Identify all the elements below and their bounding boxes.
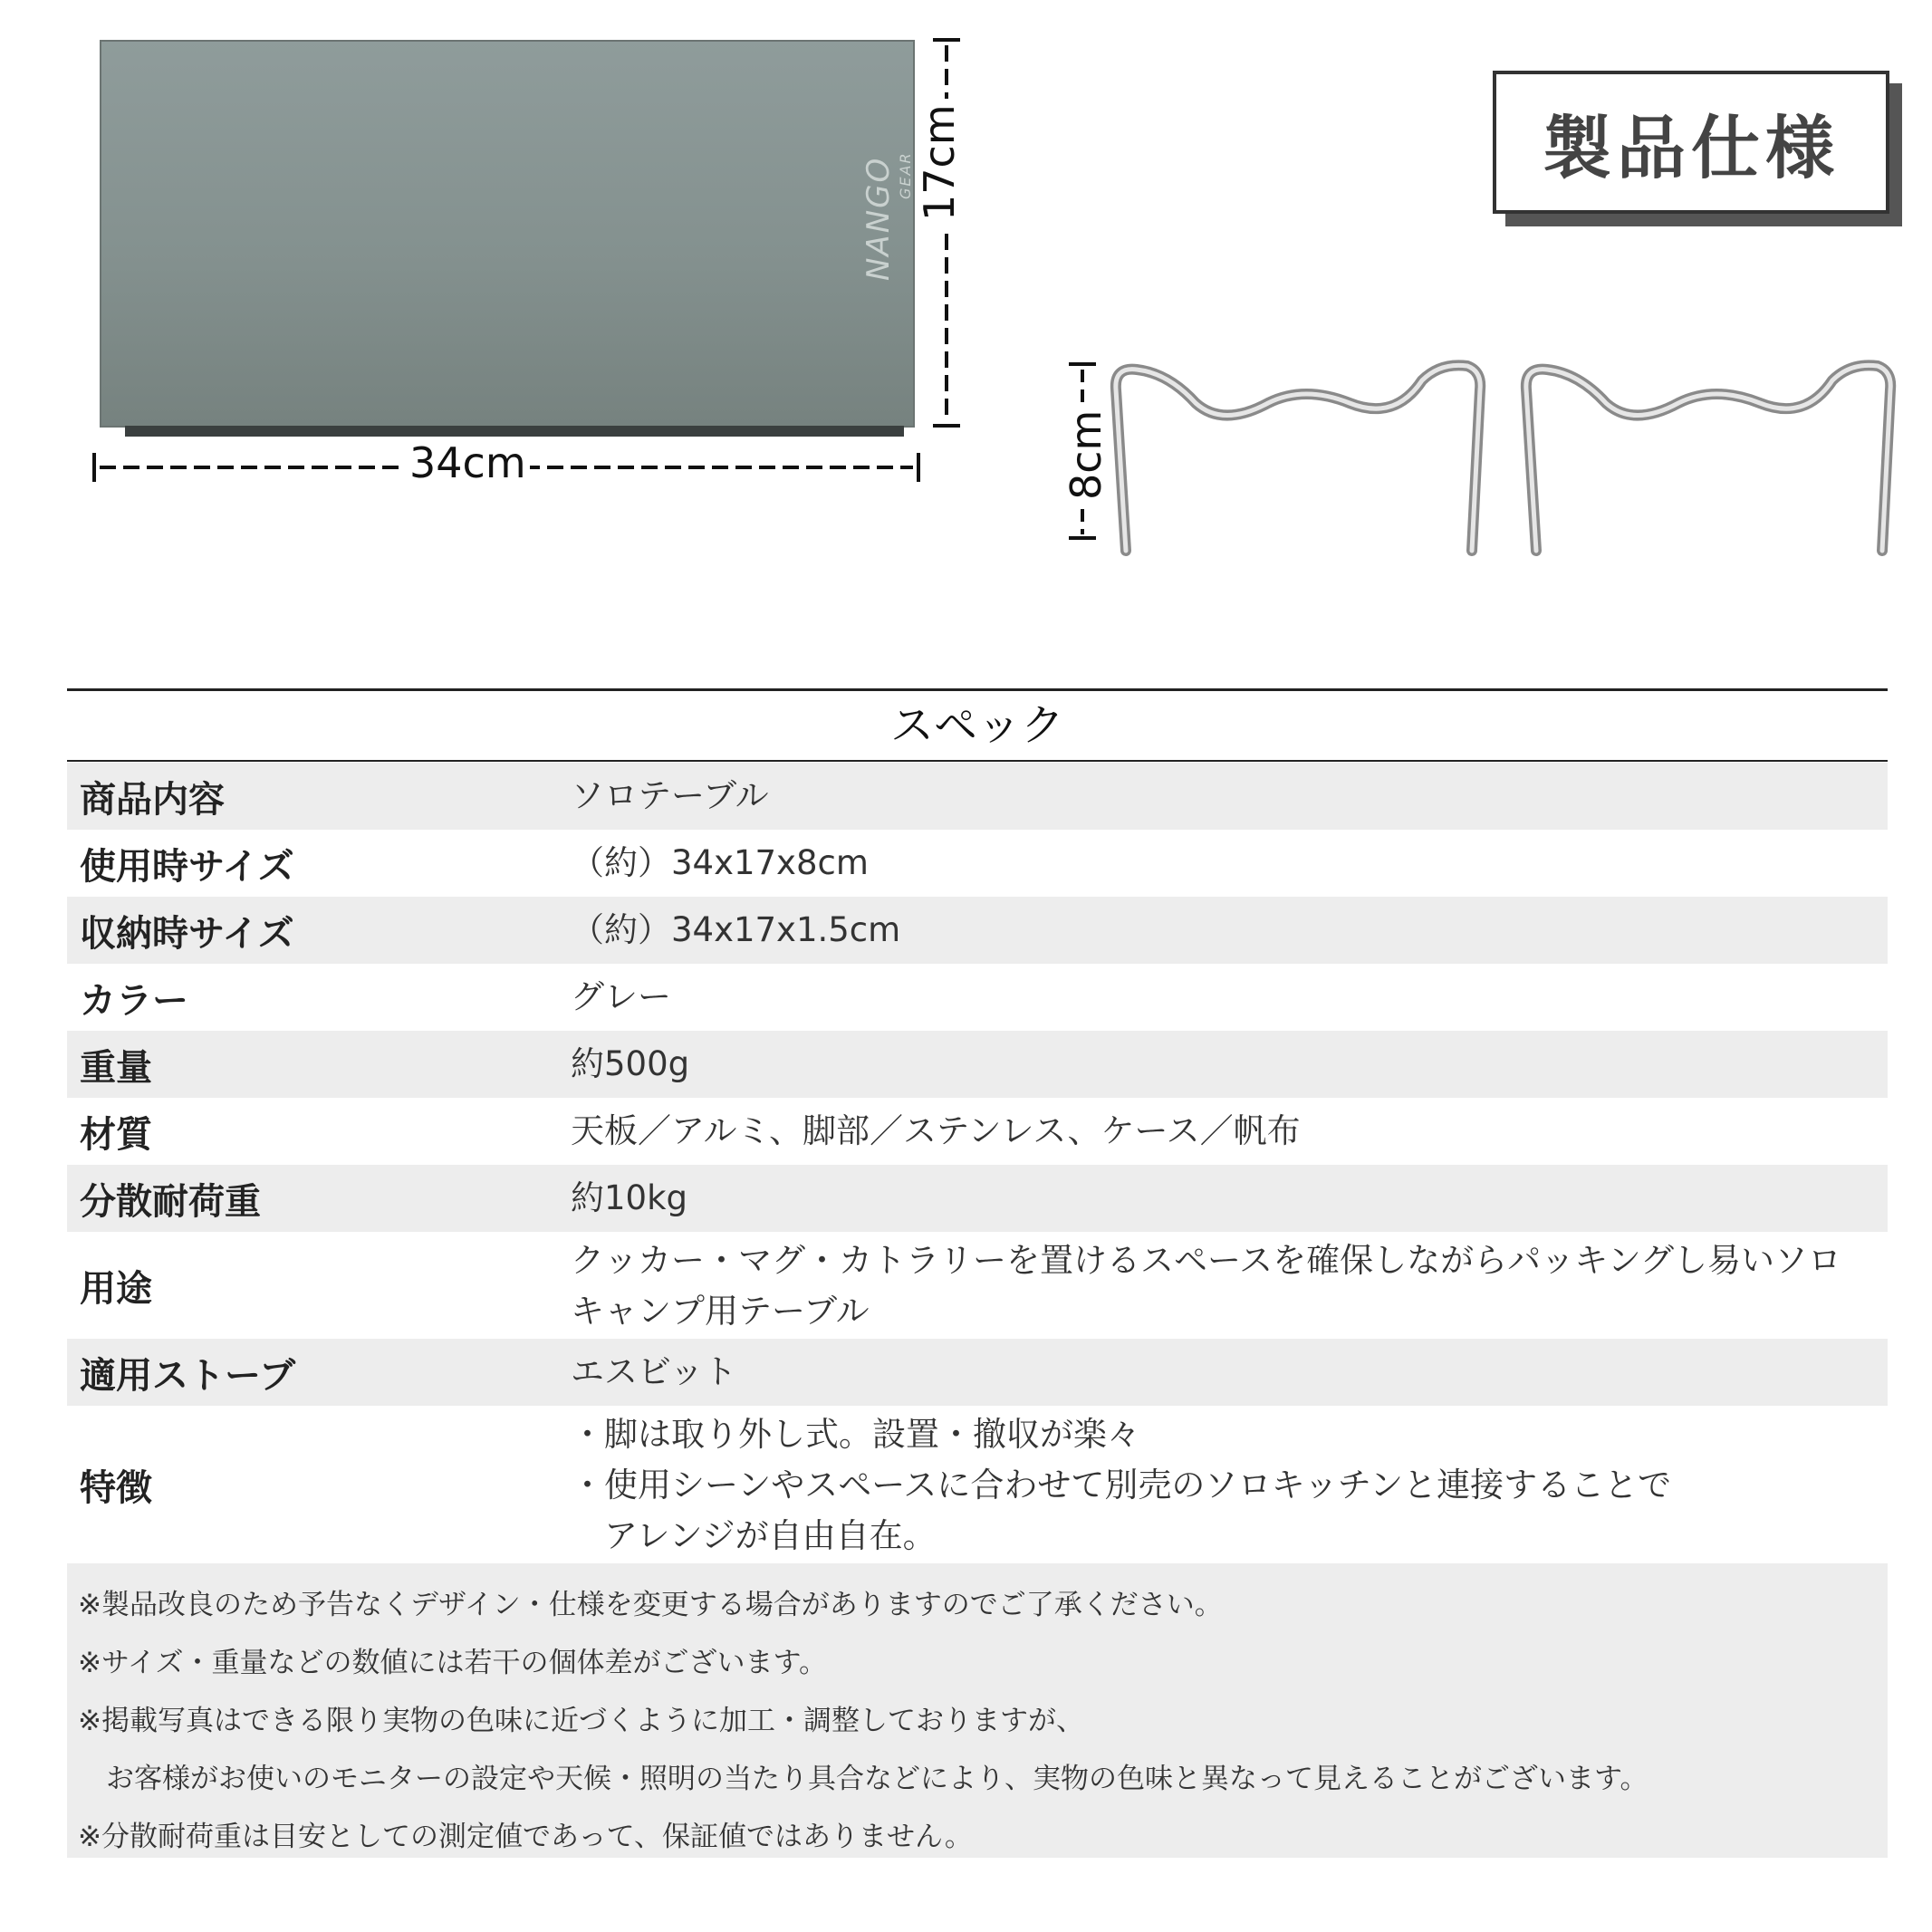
table-top-rule [67, 688, 1888, 691]
table-row [67, 1165, 1888, 1232]
table-row [67, 897, 1888, 964]
row-label: 重量 [80, 1046, 152, 1089]
leg-frame-1 [1116, 365, 1480, 551]
table-row [67, 964, 1888, 1031]
note-line: ※掲載写真はできる限り実物の色味に近づくように加工・調整しておりますが、 [78, 1705, 1084, 1737]
row-value-line: キャンプ用テーブル [571, 1292, 870, 1331]
table-row [67, 1232, 1888, 1339]
row-label: 適用ストーブ [80, 1354, 295, 1397]
note-line: お客様がお使いのモニターの設定や天候・照明の当たり具合などにより、実物の色味と異なって見えることがございます。 [78, 1763, 1648, 1795]
row-label: 商品内容 [80, 778, 225, 821]
row-value [571, 1235, 1841, 1337]
note-line: ※サイズ・重量などの数値には若干の個体差がございます。 [78, 1647, 828, 1679]
row-label: カラー [80, 979, 188, 1022]
row-label: 使用時サイズ [80, 845, 294, 888]
row-label: 用途 [80, 1267, 152, 1310]
row-value: 約500g [571, 1044, 690, 1083]
note-line: ※製品改良のため予告なくデザイン・仕様を変更する場合がありますのでご了承ください。 [78, 1589, 1223, 1621]
row-value-line: クッカー・マグ・カトラリーを置けるスペースを確保しながらパッキングし易いソロ [571, 1241, 1842, 1280]
logo-text: NANGO [860, 156, 897, 281]
table-row [67, 763, 1888, 830]
table-row [67, 1031, 1888, 1098]
dimension-width-label: 34cm [406, 438, 530, 487]
table-row [67, 830, 1888, 897]
row-label: 材質 [80, 1113, 152, 1156]
row-label: 分散耐荷重 [80, 1180, 261, 1223]
row-value: （約）34x17x8cm [571, 843, 869, 882]
row-value: エスビット [571, 1352, 737, 1391]
dimension-depth-label: 17cm [915, 99, 964, 226]
row-label: 収納時サイズ [80, 912, 294, 955]
row-value: （約）34x17x1.5cm [571, 910, 901, 949]
row-label: 特徴 [80, 1466, 152, 1509]
note-line: ※分散耐荷重は目安としての測定値であって、保証値ではありません。 [78, 1821, 973, 1853]
spec-badge-title: 製品仕様 [1543, 107, 1840, 188]
row-value-line: アレンジが自由自在。 [571, 1516, 937, 1555]
row-value: グレー [571, 977, 671, 1016]
dimension-height-label: 8cm [1062, 407, 1110, 504]
leg-frame-2 [1526, 365, 1890, 551]
logo-subtext: GEAR [897, 151, 914, 199]
table-header-rule [67, 760, 1888, 762]
notes-block [67, 1563, 1888, 1858]
row-value-line: ・使用シーンやスペースに合わせて別売のソロキッチンと連接することで [571, 1466, 1672, 1504]
row-value [571, 1409, 1671, 1562]
spec-table-heading: スペック [889, 700, 1064, 751]
table-row [67, 1406, 1888, 1563]
row-value: 約10kg [571, 1178, 687, 1217]
row-value: ソロテーブル [571, 776, 769, 815]
row-value-line: ・脚は取り外し式。設置・撤収が楽々 [571, 1415, 1140, 1454]
row-value: 天板／アルミ、脚部／ステンレス、ケース／帆布 [571, 1111, 1301, 1150]
table-row [67, 1339, 1888, 1406]
table-row [67, 1098, 1888, 1165]
spec-badge [1493, 71, 1889, 214]
